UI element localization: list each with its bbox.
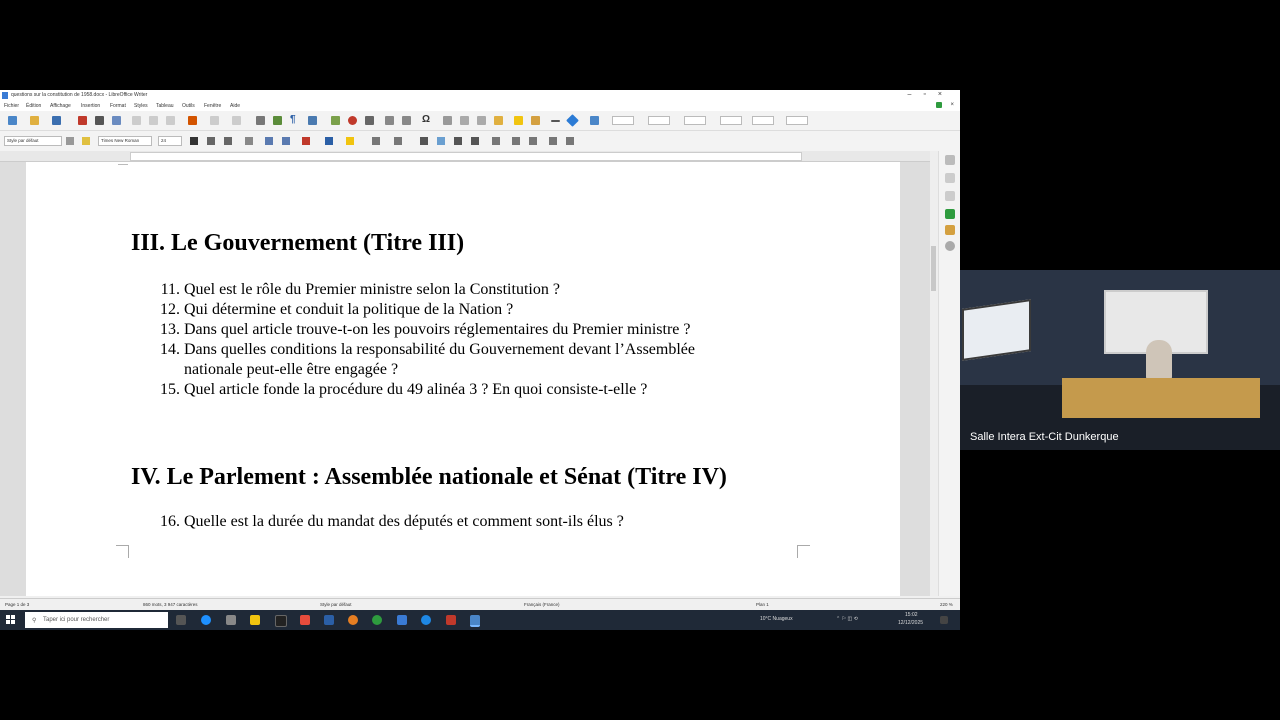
export-pdf-icon[interactable] [78, 116, 87, 125]
italic-icon[interactable] [207, 137, 215, 145]
teams-icon[interactable] [324, 615, 334, 625]
question-text: Qui détermine et conduit la politique de la Nation ? [184, 301, 514, 318]
increase-indent-icon[interactable] [549, 137, 557, 145]
page-count[interactable]: Page 1 de 3 [5, 602, 30, 607]
superscript-icon[interactable] [265, 137, 273, 145]
new-document-icon[interactable] [8, 116, 17, 125]
menu-format[interactable]: Format [110, 103, 126, 109]
vertical-scrollbar[interactable] [930, 151, 938, 596]
camera-video-tile [960, 270, 1280, 450]
basic-shapes-icon[interactable] [566, 114, 579, 127]
question-number: 12. [160, 301, 180, 318]
align-left-icon[interactable] [420, 137, 428, 145]
highlighting-icon[interactable] [346, 137, 354, 145]
sidebar-deck [938, 151, 960, 596]
sidebar-toggle-icon[interactable] [590, 116, 599, 125]
question-text: Dans quelles conditions la responsabilité du Gouvernement devant l’Assemblée [184, 341, 695, 358]
writer-app-icon [2, 92, 8, 99]
open-folder-icon[interactable] [30, 116, 39, 125]
window-controls[interactable]: –▫× [907, 91, 954, 98]
camera-desk [1062, 378, 1260, 418]
paragraph-style-select[interactable]: Style par défaut [4, 136, 62, 146]
window-title: questions sur la constitution de 1958.docx - LibreOffice Writer [11, 92, 148, 98]
strikethrough-icon[interactable] [245, 137, 253, 145]
align-right-icon[interactable] [454, 137, 462, 145]
crop-mark-bottom-left [116, 545, 129, 558]
spelling-icon[interactable] [273, 116, 282, 125]
spin-field-1[interactable] [612, 116, 634, 125]
window-title-bar [0, 90, 960, 101]
question-text: Dans quel article trouve-t-on les pouvoirs réglementaires du Premier ministre ? [184, 321, 691, 338]
menu-fenetre[interactable]: Fenêtre [204, 103, 222, 109]
bullet-list-icon[interactable] [372, 137, 380, 145]
question-number: 15. [160, 381, 180, 398]
menu-fichier[interactable]: Fichier [4, 103, 20, 109]
question-13 [160, 321, 691, 339]
subscript-icon[interactable] [282, 137, 290, 145]
formatting-toolbar [0, 131, 960, 151]
insert-chart-icon[interactable] [348, 116, 357, 125]
footnote-icon[interactable] [460, 116, 469, 125]
crop-mark-bottom-right [797, 545, 810, 558]
question-15 [160, 381, 648, 399]
question-number: 16. [160, 513, 180, 530]
line-spacing-icon[interactable] [492, 137, 500, 145]
weather-widget[interactable]: 10°C Nuageux [760, 616, 793, 622]
new-style-icon[interactable] [82, 137, 90, 145]
gallery-icon[interactable] [945, 225, 955, 235]
question-text: Quelle est la durée du mandat des députés et comment sont-ils élus ? [184, 513, 624, 530]
question-text: Quel est le rôle du Premier ministre selon la Constitution ? [184, 281, 560, 298]
paste-icon[interactable] [166, 116, 175, 125]
horizontal-ruler[interactable] [0, 151, 930, 162]
view-layout[interactable]: Plan 1 [756, 602, 769, 607]
underline-icon[interactable] [224, 137, 232, 145]
clock-date[interactable]: 12/12/2025 [898, 620, 924, 626]
store-icon[interactable] [226, 615, 236, 625]
page-break-icon[interactable] [385, 116, 394, 125]
comment-icon[interactable] [514, 116, 523, 125]
menu-aide[interactable]: Aide [230, 103, 241, 109]
taskbar-search-box[interactable] [25, 612, 168, 628]
word-count[interactable]: 860 mots, 3 947 caractères [143, 602, 198, 607]
menu-tableau[interactable]: Tableau [156, 103, 174, 109]
question-number: 11. [160, 281, 180, 298]
save-icon[interactable] [52, 116, 61, 125]
menu-styles[interactable]: Styles [134, 103, 148, 109]
clone-formatting-icon[interactable] [188, 116, 197, 125]
print-preview-icon[interactable] [112, 116, 121, 125]
file-explorer-icon[interactable] [250, 615, 260, 625]
align-center-icon[interactable] [437, 137, 445, 145]
spin-field-2[interactable] [648, 116, 670, 125]
outlook-icon[interactable] [421, 615, 431, 625]
search-placeholder: Taper ici pour rechercher [43, 617, 110, 623]
question-12 [160, 301, 514, 319]
question-14-continuation: nationale peut-elle être engagée ? [184, 361, 399, 378]
update-icon[interactable] [936, 102, 942, 108]
writer-taskbar-icon[interactable] [470, 615, 480, 627]
insert-table-icon[interactable] [308, 116, 317, 125]
bookmark-icon[interactable] [494, 116, 503, 125]
special-character-icon[interactable]: Ω [422, 114, 431, 125]
close-document-icon[interactable]: × [950, 102, 954, 108]
spin-field-5[interactable] [752, 116, 774, 125]
edge-icon[interactable] [201, 615, 211, 625]
section-4-heading: IV. Le Parlement : Assemblée nationale et Sénat (Titre IV) [131, 464, 727, 490]
question-11 [160, 281, 560, 299]
font-name-select[interactable]: Times New Roman [98, 136, 152, 146]
crop-mark-top [118, 162, 128, 165]
formatting-marks-icon[interactable]: ¶ [290, 114, 296, 125]
sidebar-menu-icon[interactable] [945, 155, 955, 165]
question-16 [160, 513, 624, 531]
insert-textbox-icon[interactable] [365, 116, 374, 125]
find-replace-icon[interactable] [256, 116, 265, 125]
windows-taskbar [0, 610, 960, 630]
hyperlink-icon[interactable] [443, 116, 452, 125]
camera-monitor [962, 299, 1031, 361]
spin-field-3[interactable] [684, 116, 706, 125]
undo-icon[interactable] [210, 116, 219, 125]
styles-icon[interactable] [945, 209, 955, 219]
spin-field-6[interactable] [786, 116, 808, 125]
properties-icon[interactable] [945, 173, 955, 183]
decrease-indent-icon[interactable] [566, 137, 574, 145]
page-icon[interactable] [945, 191, 955, 201]
question-number: 14. [160, 341, 180, 358]
decrease-spacing-icon[interactable] [529, 137, 537, 145]
clock-time[interactable]: 15:02 [905, 612, 918, 618]
acrobat-icon[interactable] [446, 615, 456, 625]
question-14 [160, 341, 695, 359]
document-page[interactable] [26, 162, 900, 596]
chrome-icon[interactable] [372, 615, 382, 625]
camera-room-label: Salle Intera Ext-Cit Dunkerque [970, 431, 1119, 443]
menu-affichage[interactable]: Affichage [50, 103, 71, 109]
menu-outils[interactable]: Outils [182, 103, 195, 109]
font-color-icon[interactable] [302, 137, 310, 145]
terminal-icon[interactable] [275, 615, 287, 627]
insert-line-icon[interactable] [551, 120, 560, 122]
menu-edition[interactable]: Édition [26, 103, 42, 109]
menu-bar [0, 101, 960, 111]
font-size-select[interactable]: 24 [158, 136, 182, 146]
task-view-icon[interactable] [176, 615, 186, 625]
zoom-level[interactable]: 220 % [940, 602, 953, 607]
justify-icon[interactable] [471, 137, 479, 145]
standard-toolbar [0, 111, 960, 131]
navigator-icon[interactable] [945, 241, 955, 251]
print-icon[interactable] [95, 116, 104, 125]
increase-spacing-icon[interactable] [512, 137, 520, 145]
tray-icons[interactable]: ⌃ ⚐ ◫ ⟲ [836, 616, 858, 622]
question-number: 13. [160, 321, 180, 338]
copy-icon[interactable] [149, 116, 158, 125]
cut-icon[interactable] [132, 116, 141, 125]
remote-desktop-screen [0, 90, 960, 630]
track-changes-icon[interactable] [531, 116, 540, 125]
menu-insertion[interactable]: Insertion [81, 103, 101, 109]
endnote-icon[interactable] [477, 116, 486, 125]
language[interactable]: Français (France) [524, 602, 560, 607]
section-3-heading: III. Le Gouvernement (Titre III) [131, 230, 465, 256]
document-area [0, 162, 930, 596]
app-icon[interactable] [397, 615, 407, 625]
insert-field-icon[interactable] [402, 116, 411, 125]
insert-image-icon[interactable] [331, 116, 340, 125]
windows-start-icon[interactable] [6, 615, 16, 625]
redo-icon[interactable] [232, 116, 241, 125]
powerpoint-icon[interactable] [300, 615, 310, 625]
firefox-icon[interactable] [348, 615, 358, 625]
bold-icon[interactable] [190, 137, 198, 145]
notification-icon[interactable] [940, 616, 948, 624]
spin-field-4[interactable] [720, 116, 742, 125]
camera-person [1146, 340, 1172, 380]
scrollbar-thumb[interactable] [931, 246, 936, 291]
update-style-icon[interactable] [66, 137, 74, 145]
page-style[interactable]: Style par défaut [320, 602, 352, 607]
question-text: Quel article fonde la procédure du 49 alinéa 3 ? En quoi consiste-t-elle ? [184, 381, 648, 398]
character-highlight-icon[interactable] [325, 137, 333, 145]
numbered-list-icon[interactable] [394, 137, 402, 145]
ruler-text-area [130, 152, 802, 161]
search-icon: ⚲ [32, 618, 37, 624]
